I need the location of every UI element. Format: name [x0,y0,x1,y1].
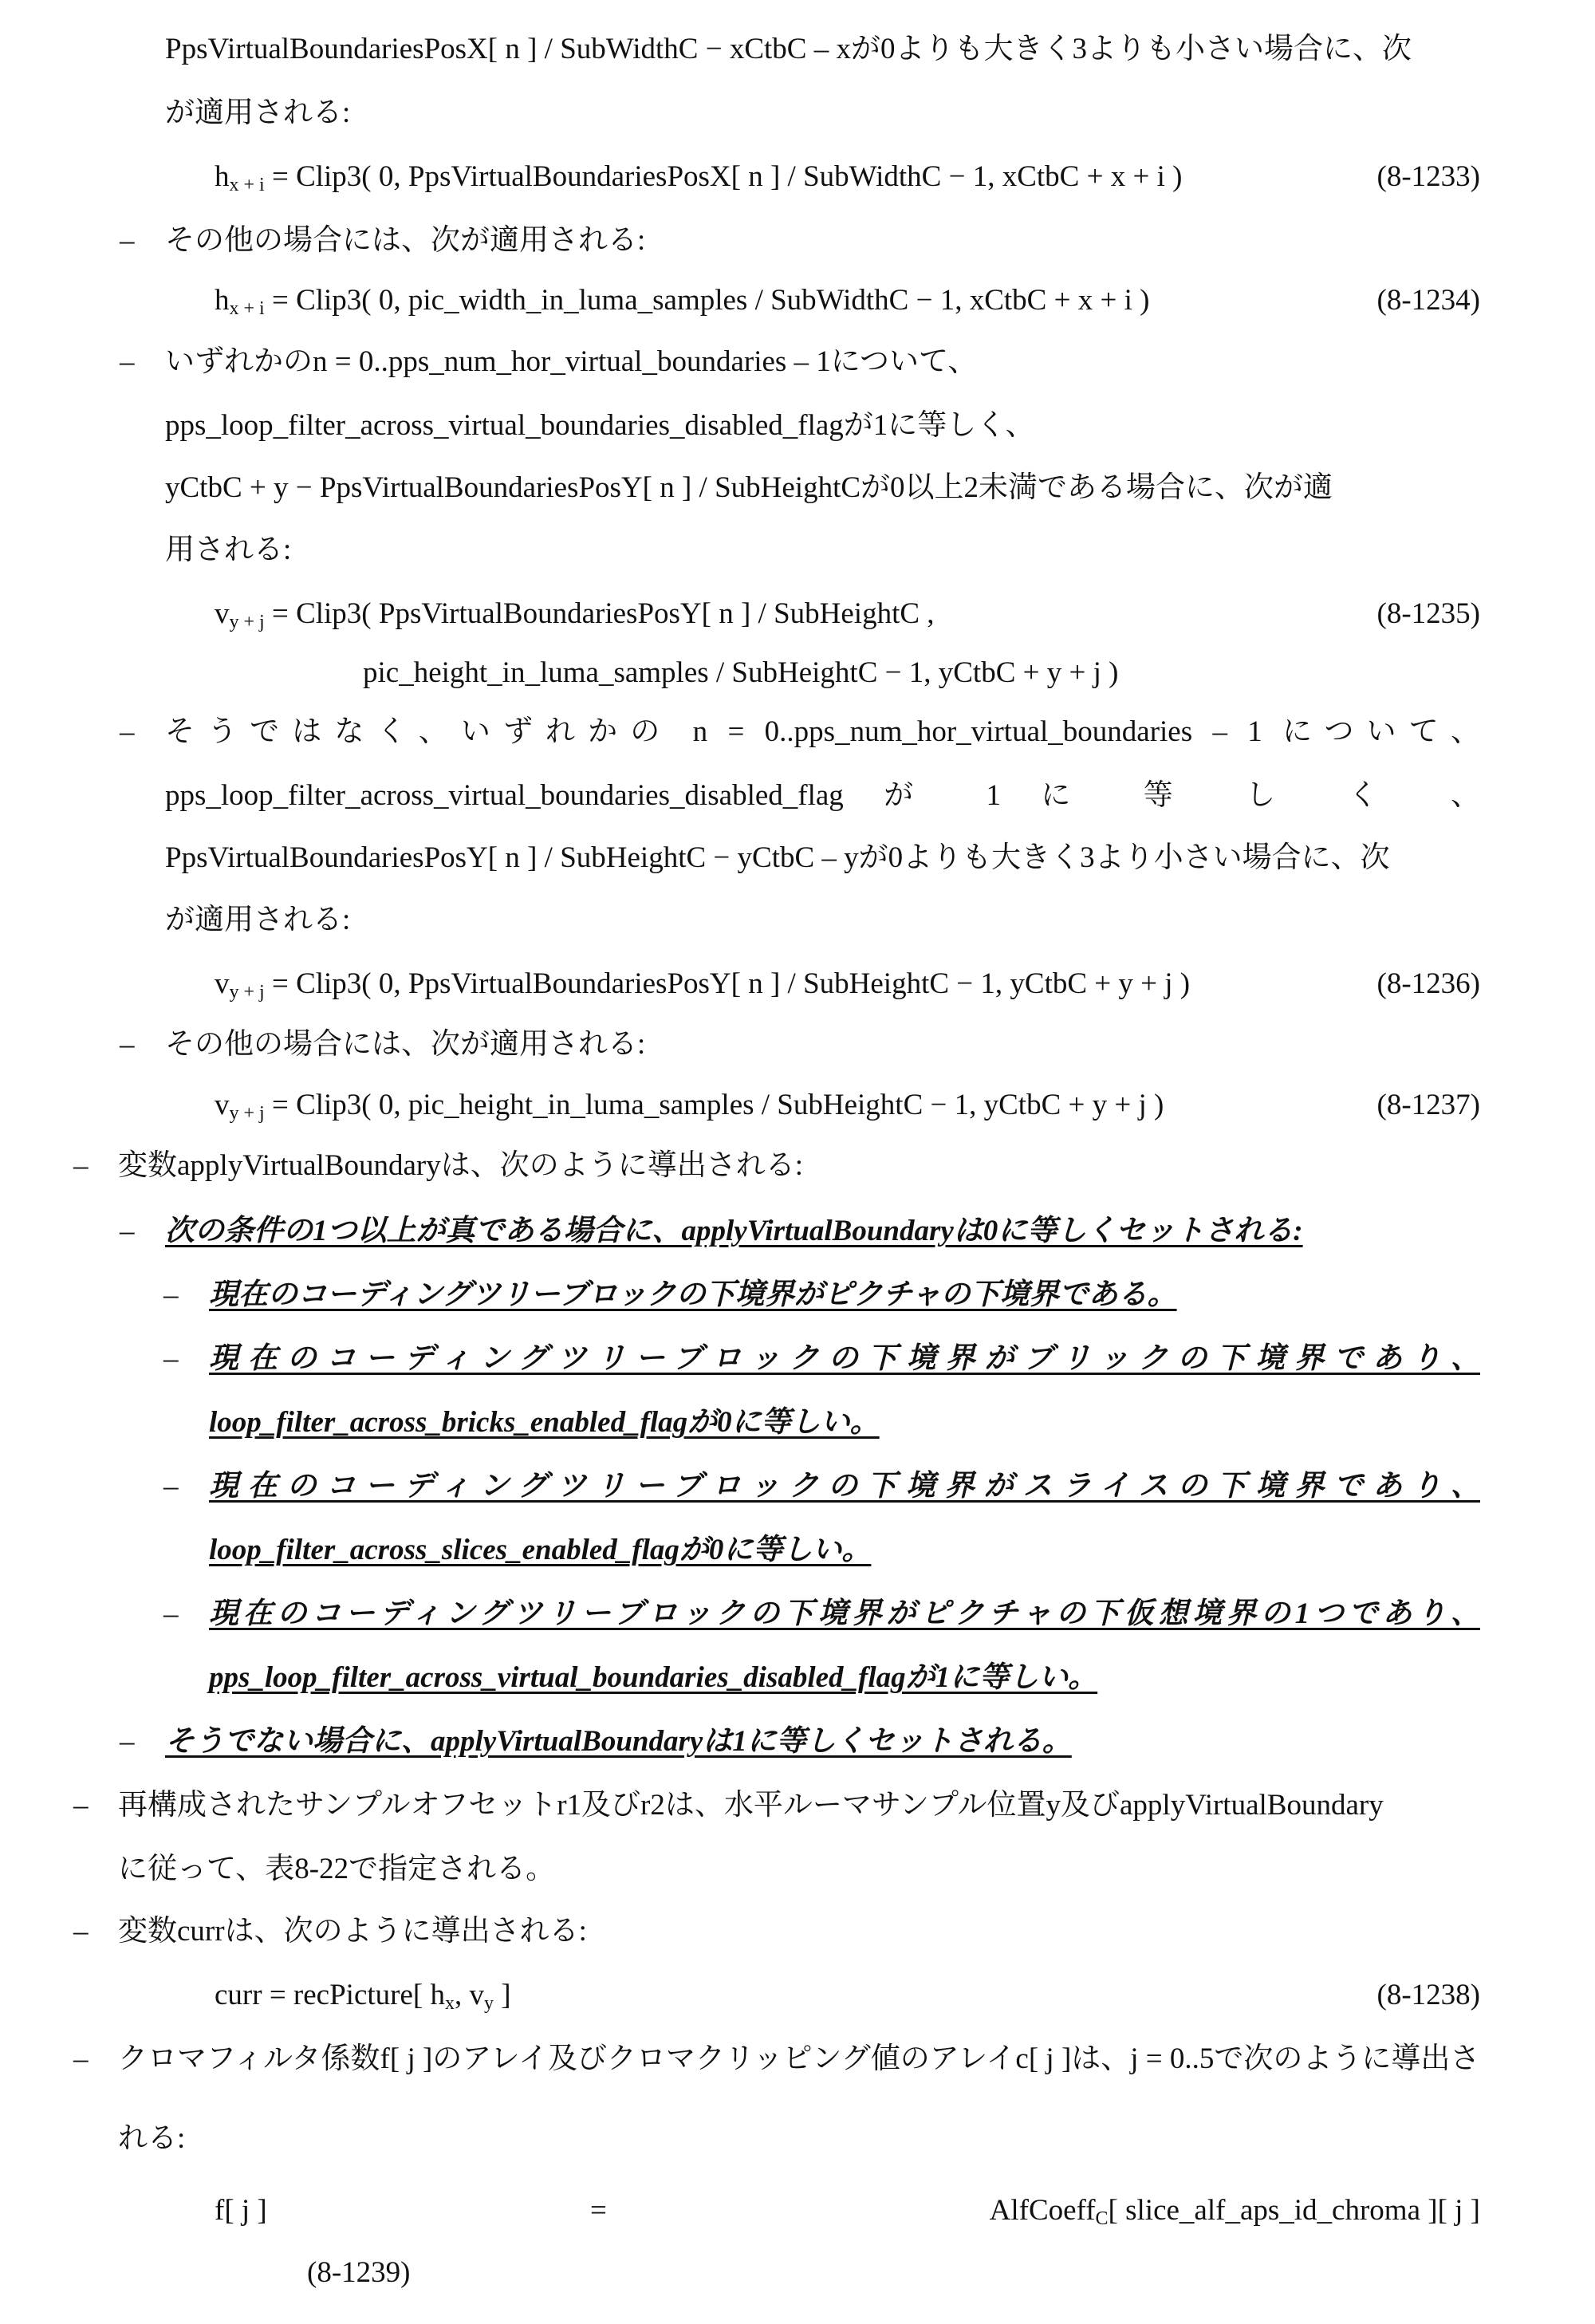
text-line: が適用される: [165,97,351,129]
text-line: pps_loop_filter_across_virtual_boundaries_disabled_flag が 1 に 等 し く 、 [165,779,1480,812]
text-line: いずれかのn = 0..pps_num_hor_virtual_boundaries – 1について、 [165,345,978,378]
list-bullet-dash: – [163,1597,179,1630]
text-line: その他の場合には、次が適用される: [165,224,646,257]
equation-number: (8-1236) [1376,967,1480,1000]
equation-lhs: f[ j ] [215,2194,267,2227]
text-line: 変数currは、次のように導出される: [118,1915,587,1948]
equation-operator: = [590,2194,607,2227]
text-line: 次の条件の1つ以上が真である場合に、applyVirtualBoundaryは0に等しくセットされる: [165,1215,1303,1247]
list-bullet-dash: – [120,1028,135,1061]
text-line: loop_filter_across_bricks_enabled_flagが0に等しい。 [209,1406,880,1439]
text-line: pic_height_in_luma_samples / SubHeightC − 1, yCtbC + y + j ) [363,656,1119,689]
list-bullet-dash: – [73,1915,89,1948]
equation-number: (8-1238) [1376,1979,1480,2011]
equation-number: (8-1233) [1376,160,1480,193]
list-bullet-dash: – [163,1278,179,1311]
list-bullet-dash: – [120,1725,135,1758]
text-line: 現在のコーディングツリーブロックの下境界がピクチャの下仮想境界の1つであり、 [209,1597,1480,1630]
equation-number: (8-1235) [1376,597,1480,630]
text-line: loop_filter_across_slices_enabled_flagが0に等しい。 [209,1534,872,1566]
text-line: yCtbC + y − PpsVirtualBoundariesPosY[ n ] / SubHeightCが0以上2未満である場合に、次が適 [165,471,1333,504]
rhs-subscript: C [1095,2208,1109,2229]
list-bullet-dash: – [163,1342,179,1375]
text-line: その他の場合には、次が適用される: [165,1028,646,1061]
text-line: $h_{x + i}$ = Clip3( 0, pic_width_in_luma_samples / SubWidthC − 1, xCtbC + x + i ) [215,284,1150,319]
text-line: 再構成されたサンプルオフセットr1及びr2は、水平ルーマサンプル位置y及びapplyVirtualBoundary [118,1789,1384,1822]
text-line: $v_{y + j}$ = Clip3( PpsVirtualBoundariesPosY[ n ] / SubHeightC , [215,597,935,632]
equation-number: (8-1234) [1376,284,1480,317]
list-bullet-dash: – [120,345,135,378]
text-line: 現在のコーディングツリーブロックの下境界がブリックの下境界であり、 [209,1342,1480,1375]
text-line: PpsVirtualBoundariesPosY[ n ] / SubHeightC − yCtbC – yが0よりも大きく3より小さい場合に、次 [165,841,1390,874]
equation-number: (8-1237) [1376,1089,1480,1121]
equation-rhs [990,2193,1480,2236]
list-bullet-dash: – [73,2042,89,2075]
rhs-index: [ slice_alf_aps_id_chroma ][ j ] [1108,2194,1480,2227]
text-line: に従って、表8-22で指定される。 [118,1853,556,1885]
text-line: が適用される: [165,904,351,936]
text-line: curr = recPicture[ $h_x$, $v_y$ ] [215,1979,511,2014]
text-line: れる: [118,2122,186,2155]
equation-number: (8-1239) [307,2256,411,2289]
text-line: 変数applyVirtualBoundaryは、次のように導出される: [118,1149,803,1182]
text-line: PpsVirtualBoundariesPosX[ n ] / SubWidthC − xCtbC – xが0よりも大きく3よりも小さい場合に、次 [165,33,1412,65]
text-line: クロマフィルタ係数f[ j ]のアレイ及びクロマクリッピング値のアレイc[ j ]は、j = 0..5で次のように導出さ [118,2042,1480,2075]
text-line: pps_loop_filter_across_virtual_boundaries_disabled_flagが1に等しい。 [209,1661,1098,1694]
text-line: そうでない場合に、applyVirtualBoundaryは1に等しくセットされる。 [165,1725,1072,1758]
text-line: pps_loop_filter_across_virtual_boundaries_disabled_flagが1に等しく、 [165,409,1035,442]
rhs-name: AlfCoeff [989,2194,1096,2227]
text-line: 用される: [165,534,292,566]
text-line: $v_{y + j}$ = Clip3( 0, PpsVirtualBoundariesPosY[ n ] / SubHeightC − 1, yCtbC + y + j ) [215,967,1191,1002]
list-bullet-dash: – [120,715,135,748]
list-bullet-dash: – [73,1789,89,1822]
list-bullet-dash: – [120,1215,135,1247]
list-bullet-dash: – [73,1149,89,1182]
text-line: $h_{x + i}$ = Clip3( 0, PpsVirtualBoundariesPosX[ n ] / SubWidthC − 1, xCtbC + x + i ) [215,160,1183,195]
text-line: $v_{y + j}$ = Clip3( 0, pic_height_in_luma_samples / SubHeightC − 1, yCtbC + y + j ) [215,1089,1164,1124]
list-bullet-dash: – [163,1470,179,1503]
list-bullet-dash: – [120,224,135,257]
text-line: そうではなく、いずれかの n = 0..pps_num_hor_virtual_boundaries – 1 について、 [165,715,1480,748]
text-line: 現在のコーディングツリーブロックの下境界がスライスの下境界であり、 [209,1470,1480,1503]
text-line: 現在のコーディングツリーブロックの下境界がピクチャの下境界である。 [209,1278,1177,1311]
